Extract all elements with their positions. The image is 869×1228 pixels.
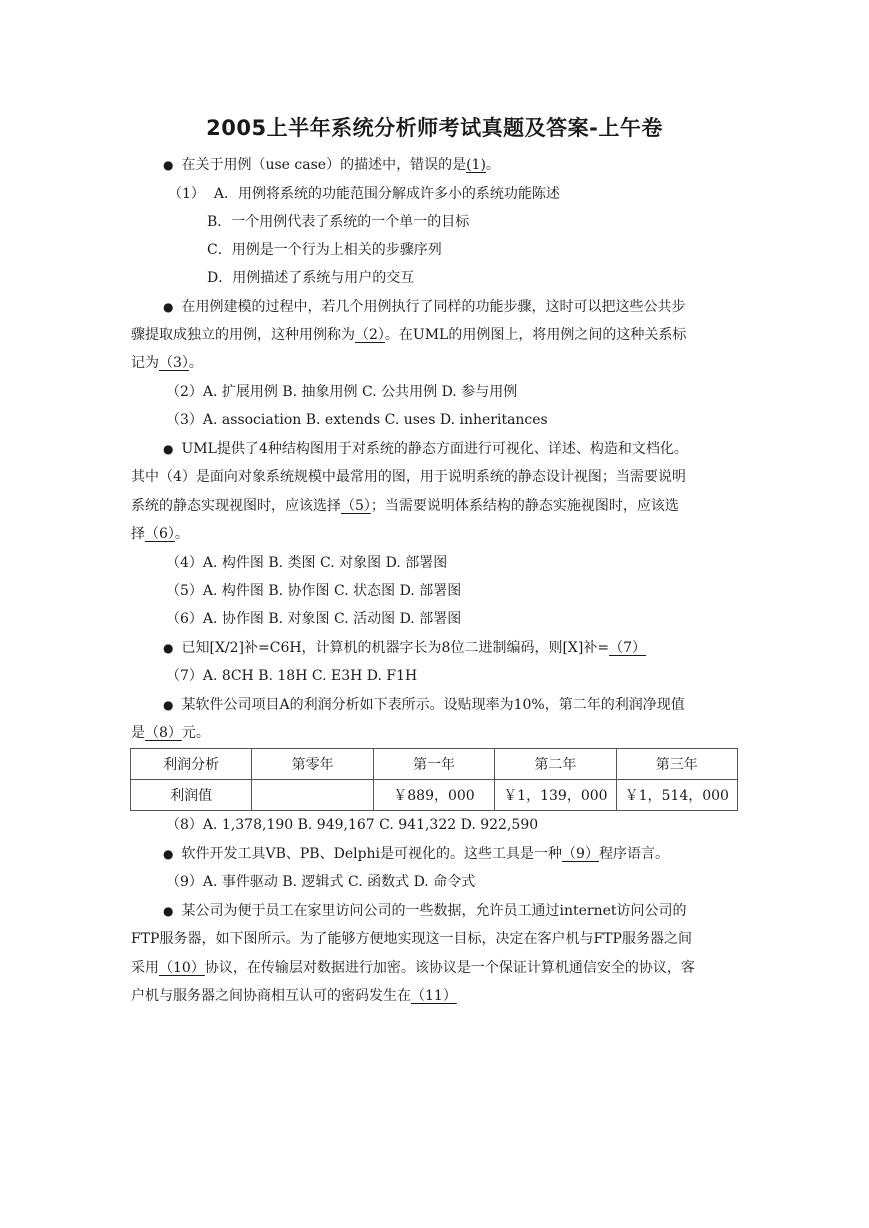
bullet-icon: ● bbox=[163, 904, 174, 918]
answer-blank-7: （7） bbox=[609, 640, 647, 656]
question-1-option-a: （1） A．用例将系统的功能范围分解成许多小的系统功能陈述 bbox=[168, 186, 560, 202]
question-8-line-1: ● 某软件公司项目A的利润分析如下表所示。设贴现率为10%，第二年的利润净现值 bbox=[163, 697, 685, 713]
table-cell: ￥1，514，000 bbox=[616, 780, 737, 811]
bullet-icon: ● bbox=[163, 847, 174, 861]
answer-blank-11: （11） bbox=[411, 988, 457, 1004]
table-cell: ￥1，139，000 bbox=[495, 780, 616, 811]
bullet-icon: ● bbox=[163, 158, 174, 172]
question-7-stem: ● 已知[X/2]补=C6H，计算机的机器字长为8位二进制编码，则[X]补=（7） bbox=[163, 640, 647, 656]
profit-analysis-table bbox=[130, 748, 738, 811]
question-8-line-2: 是（8）元。 bbox=[131, 725, 210, 741]
table-row bbox=[131, 780, 738, 811]
question-6-options: （6）A. 协作图 B. 对象图 C. 活动图 D. 部署图 bbox=[166, 611, 462, 627]
question-2-line-3: 记为（3）。 bbox=[131, 355, 203, 371]
table-header-cell: 第三年 bbox=[616, 749, 737, 780]
answer-blank-6: （6） bbox=[145, 526, 175, 542]
question-8-options: （8）A. 1,378,190 B. 949,167 C. 941,322 D. 922,590 bbox=[166, 817, 539, 833]
table-header-cell: 第一年 bbox=[373, 749, 494, 780]
question-2-options: （2）A. 扩展用例 B. 抽象用例 C. 公共用例 D. 参与用例 bbox=[166, 384, 518, 400]
question-4-line-3: 系统的静态实现视图时，应该选择（5）；当需要说明体系结构的静态实施视图时，应该选 bbox=[131, 498, 679, 514]
table-cell: 利润值 bbox=[131, 780, 252, 811]
table-cell bbox=[252, 780, 373, 811]
question-1-option-d: D．用例描述了系统与用户的交互 bbox=[207, 270, 415, 286]
table-cell: ￥889，000 bbox=[373, 780, 494, 811]
answer-blank-10: （10） bbox=[159, 960, 205, 976]
table-header-cell: 第二年 bbox=[495, 749, 616, 780]
answer-blank-2: （2） bbox=[355, 327, 385, 343]
question-3-options: （3）A. association B. extends C. uses D. inheritances bbox=[166, 412, 548, 428]
table-header-cell: 利润分析 bbox=[131, 749, 252, 780]
question-4-line-4: 择（6）。 bbox=[131, 526, 189, 542]
question-10-line-4: 户机与服务器之间协商相互认可的密码发生在（11） bbox=[131, 988, 457, 1004]
question-7-options: （7）A. 8CH B. 18H C. E3H D. F1H bbox=[166, 668, 418, 684]
question-10-line-2: FTP服务器，如下图所示。为了能够方便地实现这一目标，决定在客户机与FTP服务器之间 bbox=[131, 931, 692, 947]
bullet-icon: ● bbox=[163, 300, 174, 314]
table-header-row bbox=[131, 749, 738, 780]
question-4-line-2: 其中（4）是面向对象系统规模中最常用的图，用于说明系统的静态设计视图；当需要说明 bbox=[131, 469, 686, 485]
question-9-stem: ● 软件开发工具VB、PB、Delphi是可视化的。这些工具是一种（9）程序语言。 bbox=[163, 846, 669, 862]
answer-blank-1: (1) bbox=[466, 157, 486, 173]
question-10-line-3: 采用（10）协议，在传输层对数据进行加密。该协议是一个保证计算机通信安全的协议，客 bbox=[131, 960, 695, 976]
bullet-icon: ● bbox=[163, 641, 174, 655]
page-title: 2005上半年系统分析师考试真题及答案-上午卷 bbox=[206, 116, 663, 140]
bullet-icon: ● bbox=[163, 698, 174, 712]
question-1-option-c: C．用例是一个行为上相关的步骤序列 bbox=[207, 242, 442, 258]
question-9-options: （9）A. 事件驱动 B. 逻辑式 C. 函数式 D. 命令式 bbox=[166, 874, 476, 890]
answer-blank-9: （9） bbox=[562, 846, 599, 862]
question-2-line-2: 骤提取成独立的用例，这种用例称为（2）。在UML的用例图上，将用例之间的这种关系标 bbox=[131, 327, 687, 343]
answer-blank-5: （5） bbox=[341, 498, 371, 514]
question-5-options: （5）A. 构件图 B. 协作图 C. 状态图 D. 部署图 bbox=[166, 583, 462, 599]
question-2-line-1: ● 在用例建模的过程中，若几个用例执行了同样的功能步骤，这时可以把这些公共步 bbox=[163, 299, 686, 315]
table-header-cell: 第零年 bbox=[252, 749, 373, 780]
question-1-option-b: B．一个用例代表了系统的一个单一的目标 bbox=[207, 214, 470, 230]
answer-blank-8: （8） bbox=[145, 725, 182, 741]
question-10-line-1: ● 某公司为便于员工在家里访问公司的一些数据，允许员工通过internet访问公司的 bbox=[163, 903, 687, 919]
bullet-icon: ● bbox=[163, 442, 174, 456]
answer-blank-3: （3） bbox=[159, 355, 189, 371]
question-1-stem: ● 在关于用例（use case）的描述中，错误的是(1)。 bbox=[163, 157, 500, 173]
question-4-options: （4）A. 构件图 B. 类图 C. 对象图 D. 部署图 bbox=[166, 555, 448, 571]
question-4-line-1: ● UML提供了4种结构图用于对系统的静态方面进行可视化、详述、构造和文档化。 bbox=[163, 441, 688, 457]
